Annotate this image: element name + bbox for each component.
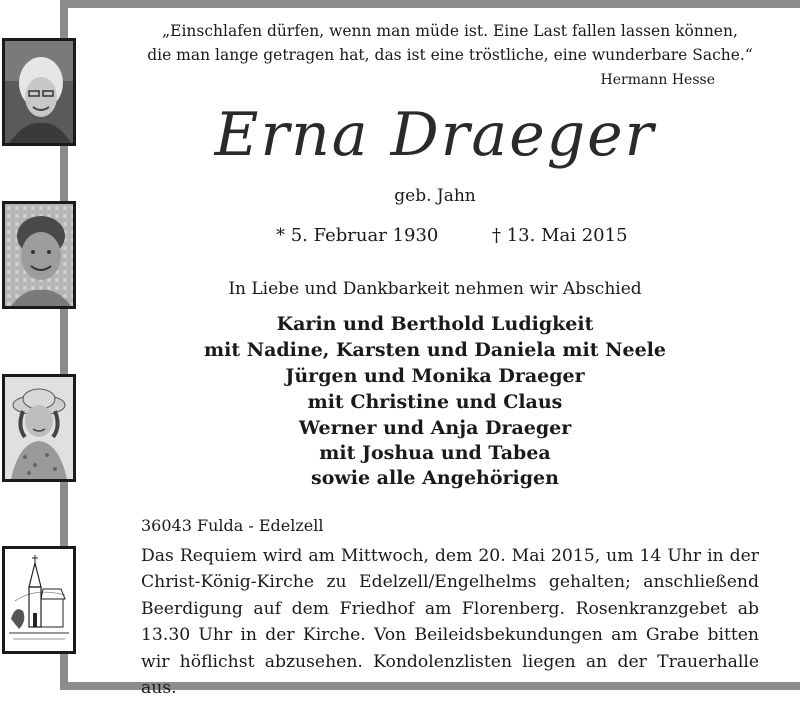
service-announcement: Das Requiem wird am Mittwoch, dem 20. Mai 2015, um 14 Uhr in der Christ-König-Kirche zu Edelzell/Engelhelms gehalten; anschließend Beerdigung auf dem Friedhof am Florenberg. Rosenkranzgebet ab 13.30 Uhr in der Kirche. Von Beileidsbekundungen am Grabe bitten wir höflichst abzusehen. Kondolenzlisten liegen an der Trauerhalle aus. [141, 546, 759, 699]
family-line: Karin und Berthold Ludigkeit [276, 313, 594, 335]
portrait-photo-middle-aged [2, 201, 76, 309]
quote-author: Hermann Hesse [600, 72, 715, 88]
family-line: mit Nadine, Karsten und Daniela mit Neele [204, 339, 666, 361]
portrait-photo-elderly [2, 38, 76, 146]
location: 36043 Fulda - Edelzell [141, 516, 324, 535]
family-line: Werner und Anja Draeger [298, 417, 572, 439]
farewell-text: In Liebe und Dankbarkeit nehmen wir Abschied [228, 279, 642, 299]
church-drawing [2, 546, 76, 654]
birth-name: geb. Jahn [394, 186, 476, 206]
quote-line-1: „Einschlafen dürfen, wenn man müde ist. Eine Last fallen lassen können, [162, 22, 738, 40]
family-line: Jürgen und Monika Draeger [285, 365, 585, 387]
frame-top-bar [60, 0, 800, 8]
portrait-photo-young [2, 374, 76, 482]
quote-line-2: die man lange getragen hat, das ist eine tröstliche, eine wunderbare Sache.“ [147, 46, 753, 64]
family-line: mit Christine und Claus [307, 391, 563, 413]
family-line: mit Joshua und Tabea [319, 442, 551, 464]
birth-date: * 5. Februar 1930 [276, 225, 439, 246]
family-line: sowie alle Angehörigen [311, 467, 559, 489]
deceased-name: Erna Draeger [214, 100, 656, 170]
death-date: † 13. Mai 2015 [492, 225, 628, 246]
